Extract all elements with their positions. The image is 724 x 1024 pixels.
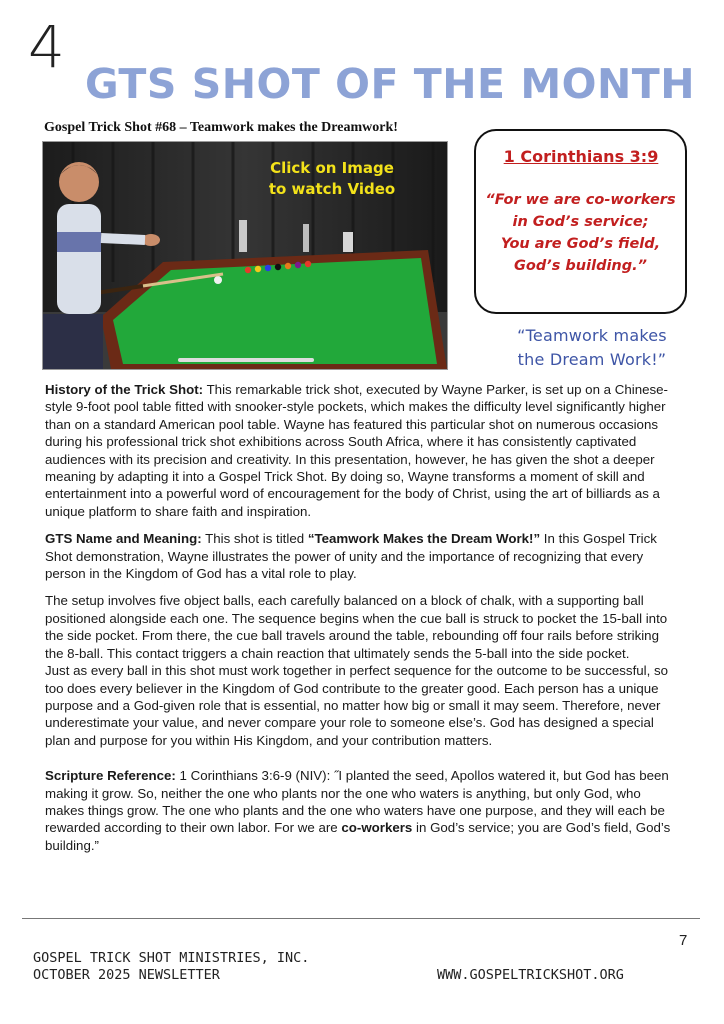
section-number: 4 bbox=[28, 13, 65, 81]
article-subtitle: Gospel Trick Shot #68 – Teamwork makes the Dreamwork! bbox=[44, 120, 398, 135]
video-caption: Click on Image to watch Video bbox=[268, 159, 396, 198]
verse-text: “For we are co-workers in God’s service; You are God’s field, God’s building.” bbox=[485, 192, 676, 274]
trophy-icon bbox=[343, 232, 353, 252]
article-body bbox=[45, 381, 681, 864]
trophy-icon bbox=[239, 220, 247, 252]
video-thumbnail[interactable] bbox=[42, 141, 448, 370]
scripture-callout-box bbox=[474, 129, 687, 314]
name-meaning-paragraph: GTS Name and Meaning: This shot is titled “Teamwork Makes the Dream Work!” In this Gospel Trick Shot demonstration, Wayne illustrates the power of unity and the importance of recognizing that every person in the Kingdom of God has a vital role to play. bbox=[45, 531, 657, 582]
footer-divider bbox=[22, 918, 700, 919]
verse-reference: 1 Corinthians 3:9 bbox=[503, 147, 659, 166]
player-shirt bbox=[57, 204, 101, 314]
page-title: GTS SHOT OF THE MONTH bbox=[85, 60, 696, 108]
scripture-paragraph: Scripture Reference: 1 Corinthians 3:6-9 (NIV): ˝I planted the seed, Apollos watered it, but God has been making it grow. So, neither the one who plants nor the one who waters is anything, but only God, who makes things grow. The one who plants and the one who waters have one purpose, and they will each be rewarded according to their own labor. For we are co-workers in God’s service; you are God’s field, God’s building.” bbox=[45, 768, 671, 853]
history-paragraph: History of the Trick Shot: This remarkable trick shot, executed by Wayne Parker, is set up on a Chinese-style 9-foot pool table fitted with snooker-style pockets, which makes the difficulty level significantly higher than on a standard American pool table. Wayne has featured this particular shot on numerous occasions during his professional trick shot exhibitions across South Africa, where it has consistently captivated audiences with its precision and creativity. In this presentation, however, he has given the shot a deeper meaning by adapting it into a Gospel Trick Shot. By doing so, Wayne transforms a moment of skill and entertainment into a powerful word of encouragement for the body of Christ, using the art of billiards as a unique platform to share faith and inspiration. bbox=[45, 382, 668, 519]
trophy-icon bbox=[303, 224, 309, 252]
lesson-paragraph: Just as every ball in this shot must work together in perfect sequence for the outcome to be successful, so too does every believer in the Kingdom of God contribute to the greater good. Each person has a unique purpose and a God-given role that is essential, no matter how big or small it may seem. Therefore, never underestimate your value, and never compare your role to someone else’s. God has designed a special plan and purpose for you within His Kingdom, and your contribution matters. bbox=[45, 663, 669, 748]
footer-organization: GOSPEL TRICK SHOT MINISTRIES, INC. OCTOBER 2025 NEWSLETTER bbox=[33, 950, 310, 983]
setup-paragraph: The setup involves five object balls, each carefully balanced on a block of chalk, with a supporting ball positioned alongside each one. The sequence begins when the cue ball is struck to pocket the 15-ball into the side pocket. From there, the cue ball travels around the table, rebounding off four rails before striking the 8-ball. This contact triggers a chain reaction that ultimately sends the 5-ball into the side pocket. bbox=[45, 593, 668, 661]
page-number: 7 bbox=[679, 932, 688, 949]
cue-ball bbox=[214, 276, 222, 284]
video-progress-bar bbox=[178, 358, 314, 362]
teamwork-quote: “Teamwork makes the Dream Work!” bbox=[517, 326, 667, 369]
footer-website-link[interactable]: WWW.GOSPELTRICKSHOT.ORG bbox=[437, 967, 624, 983]
player-head bbox=[59, 162, 99, 202]
